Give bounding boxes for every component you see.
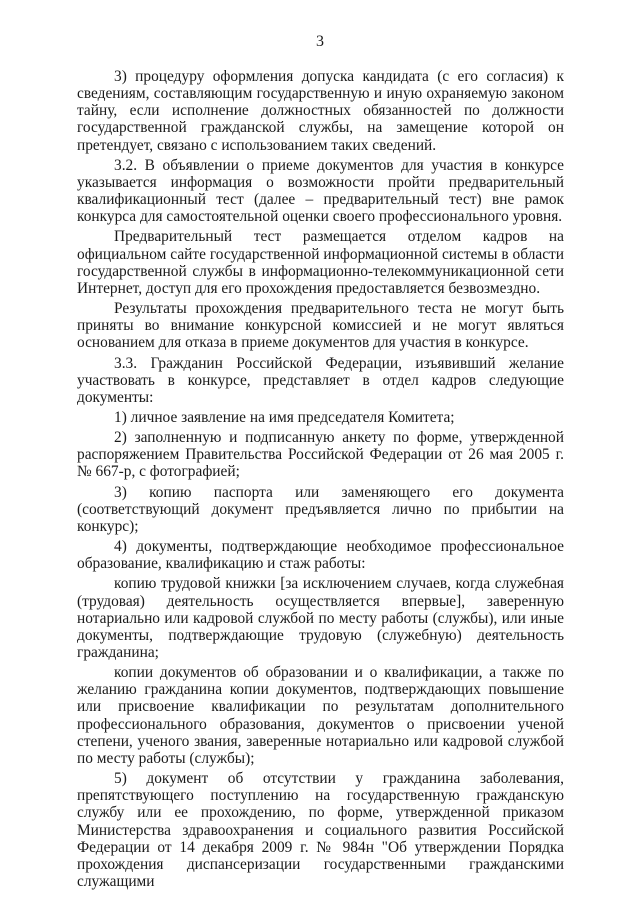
paragraph-preliminary-test: Предварительный тест размещается отделом кадров на официальном сайте государственной информационной системы в области государственной службы в информационно-телекоммуникационной сети Интернет, доступ для его прохождения предоставляется безвозмездно. <box>77 228 564 297</box>
subitem-work-record: копию трудовой книжки [за исключением случаев, когда служебная (трудовая) деятельность осуществляется впервые], заверенную нотариально или кадровой службой по месту работы (службы), или иные документы, подтверждающие трудовую (служебную) деятельность гражданина; <box>77 575 564 661</box>
paragraph-3-2: 3.2. В объявлении о приеме документов для участия в конкурсе указывается информация о возможности пройти предварительный квалификационный тест (далее – предварительный тест) вне рамок конкурса для самостоятельной оценки своего профессионального уровня. <box>77 156 564 226</box>
body-text <box>77 68 564 890</box>
list-item-1: 1) личное заявление на имя председателя Комитета; <box>114 408 455 426</box>
list-item-5: 5) документ об отсутствии у гражданина заболевания, препятствующего поступлению на государственную гражданскую службу или ее прохождению, по форме, утвержденной приказом Министерства здравоохранения и социального развития Российской Федерации от 14 декабря 2009 г. № 984н "Об утверждении Порядка прохождения диспансеризации государственными гражданскими служащими <box>77 770 564 891</box>
list-item-3: 3) копию паспорта или заменяющего его документа (соответствующий документ предъявляется лично по прибытии на конкурс); <box>77 483 564 535</box>
paragraph-3-3: 3.3. Гражданин Российской Федерации, изъявивший желание участвовать в конкурсе, представляет в отдел кадров следующие документы: <box>77 354 564 406</box>
paragraph-test-results: Результаты прохождения предварительного теста не могут быть приняты во внимание конкурсной комиссией и не могут являться основанием для отказа в приеме документов для участия в конкурсе. <box>77 300 564 352</box>
subitem-education-docs: копии документов об образовании и о квалификации, а также по желанию гражданина копии документов, подтверждающих повышение или присвоение квалификации по результатам дополнительного профессионального образования, документов о присвоении ученой степени, ученого звания, заверенные нотариально или кадровой службой по месту работы (службы); <box>77 664 564 767</box>
paragraph-clause-3: 3) процедуру оформления допуска кандидата (с его согласия) к сведениям, составляющим государственную и иную охраняемую законом тайну, если исполнение должностных обязанностей по должности государственной гражданской службы, на замещение которой он претендует, связано с использованием таких сведений. <box>77 68 564 154</box>
list-item-2: 2) заполненную и подписанную анкету по форме, утвержденной распоряжением Правительства Российской Федерации от 26 мая 2005 г. № 667-р, с фотографией; <box>77 429 564 481</box>
list-item-4: 4) документы, подтверждающие необходимое профессиональное образование, квалификацию и стаж работы: <box>77 538 564 573</box>
page-number: 3 <box>316 33 324 50</box>
